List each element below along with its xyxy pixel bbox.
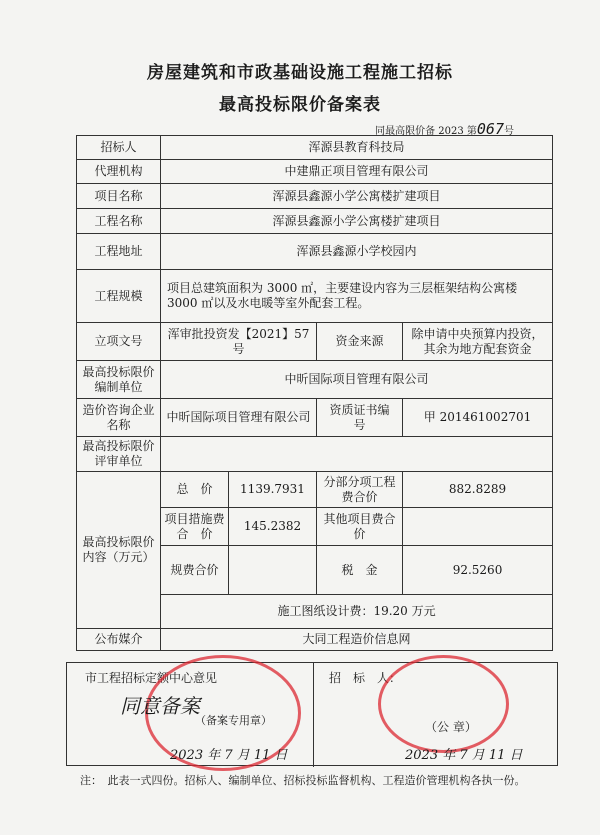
engineering-label: 工程名称 [77,209,161,234]
scale-label: 工程规模 [77,270,161,323]
content-label: 最高投标限价内容（万元） [77,472,161,629]
footnote: 注： 此表一式四份。招标人、编制单位、招标投标监督机构、工程造价管理机构各执一份。 [80,774,526,787]
review-label: 最高投标限价评审单位 [77,437,161,472]
filing-table [76,135,553,651]
agency-label: 代理机构 [77,160,161,184]
doc-title-line2: 最高投标限价备案表 [219,95,381,115]
center-opinion-text: 同意备案 [120,694,200,718]
project-value: 浑源县鑫源小学公寓楼扩建项目 [161,184,553,209]
tenderer-sign-label: 招 标 人： [329,671,402,685]
address-value: 浑源县鑫源小学校园内 [161,234,553,270]
cert-label: 资质证书编 号 [317,399,403,437]
compiler-label: 最高投标限价编制单位 [77,361,161,399]
approval-value: 浑审批投资发【2021】57 号 [161,323,317,361]
filing-prefix: 同最高限价备 2023 第 [375,126,477,137]
center-opinion-label: 市工程招标定额中心意见 [85,671,218,685]
compiler-value: 中昕国际项目管理有限公司 [161,361,553,399]
tenderer-gong: （公 章） [425,720,477,734]
other-value [403,508,553,546]
other-label: 其他项目费合 价 [317,508,403,546]
measure-label: 项目措施费合 价 [161,508,229,546]
consult-label: 造价咨询企业名称 [77,399,161,437]
sub-label: 分部分项工程费合价 [317,472,403,508]
project-label: 项目名称 [77,184,161,209]
fee-value [229,546,317,595]
filing-suffix: 号 [504,126,514,137]
tenderer-seal [378,655,509,753]
scale-value: 项目总建筑面积为 3000 ㎡，主要建设内容为三层框架结构公寓楼 3000 ㎡以及水电暖等室外配套工程。 [161,270,553,323]
fund-value: 除申请中央预算内投资，其余为地方配套资金 [403,323,553,361]
doc-title-line1: 房屋建筑和市政基础设施工程施工招标 [147,63,453,83]
cert-value: 甲 201461002701 [403,399,553,437]
agency-value: 中建鼎正项目管理有限公司 [161,160,553,184]
filing-number-value: 067 [476,120,504,138]
sub-value: 882.8289 [403,472,553,508]
consult-value: 中昕国际项目管理有限公司 [161,399,317,437]
address-label: 工程地址 [77,234,161,270]
measure-value: 145.2382 [229,508,317,546]
total-value: 1139.7931 [229,472,317,508]
tax-label: 税 金 [317,546,403,595]
tenderer-value: 浑源县教育科技局 [161,136,553,160]
total-label: 总 价 [161,472,229,508]
tenderer-label: 招标人 [77,136,161,160]
fee-label: 规费合价 [161,546,229,595]
center-stamp-sub: （备案专用章） [195,714,272,727]
media-label: 公布媒介 [77,629,161,651]
approval-label: 立项文号 [77,323,161,361]
tax-value: 92.5260 [403,546,553,595]
center-date: 2023 年 7 月 11 日 [170,748,288,763]
signature-divider [313,663,314,767]
design-fee: 施工图纸设计费：19.20 万元 [161,595,553,629]
engineering-value: 浑源县鑫源小学公寓楼扩建项目 [161,209,553,234]
media-value: 大同工程造价信息网 [161,629,553,651]
fund-label: 资金来源 [317,323,403,361]
tenderer-date: 2023 年 7 月 11 日 [405,748,523,763]
review-value [161,437,553,472]
